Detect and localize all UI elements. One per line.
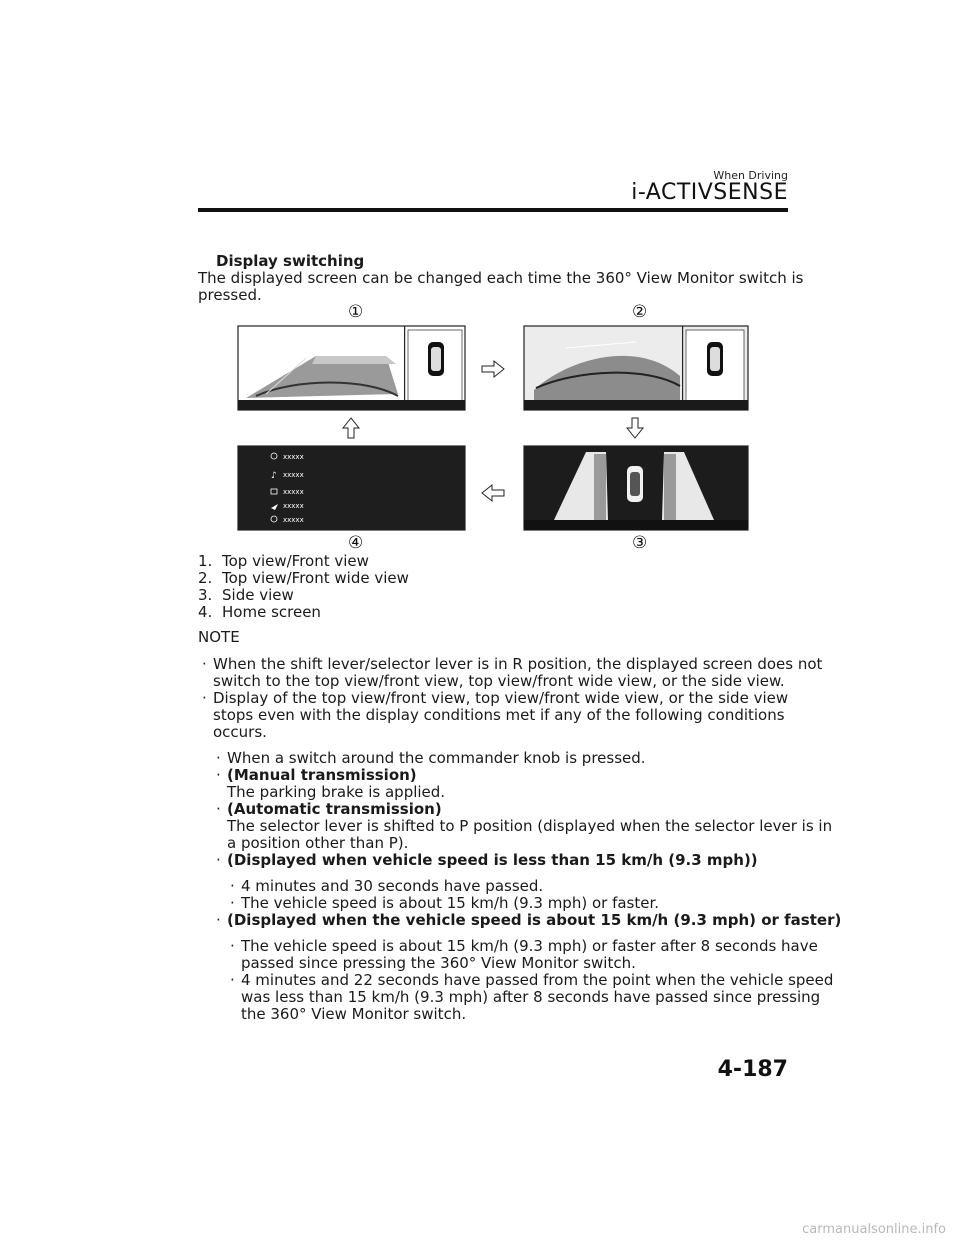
menu-item-3: xxxxx bbox=[283, 488, 304, 496]
arrow-down-icon bbox=[627, 418, 643, 438]
note-title: NOTE bbox=[198, 628, 240, 646]
condition-item: · (Displayed when the vehicle speed is about 15 km/h (9.3 mph) or faster) bbox=[216, 911, 842, 929]
marker-2: ② bbox=[632, 302, 648, 322]
intro-line-1: The displayed screen can be changed each time the 360° View Monitor switch is bbox=[198, 269, 804, 287]
intro-line-2: pressed. bbox=[198, 286, 262, 304]
note-bullet: · When the shift lever/selector lever is in R position, the displayed screen does not switch to the top view/front view, top view/front wide view, or the side view. bbox=[202, 655, 823, 690]
marker-1: ① bbox=[348, 302, 364, 322]
arrow-right-icon bbox=[482, 361, 504, 377]
condition-item: · When a switch around the commander knob is pressed. bbox=[216, 749, 646, 767]
watermark: carmanualsonline.info bbox=[802, 1222, 946, 1237]
sub-condition-item: · The vehicle speed is about 15 km/h (9.3 mph) or faster after 8 seconds have passed since pressing the 360° View Monitor switch. bbox=[230, 937, 818, 972]
chapter-title: i-ACTIVSENSE bbox=[631, 180, 788, 205]
arrow-up-icon bbox=[343, 418, 359, 438]
marker-3: ③ bbox=[632, 533, 648, 552]
condition-item: · (Manual transmission) The parking brake is applied. bbox=[216, 766, 446, 801]
screen-top-front-view bbox=[238, 326, 465, 410]
display-switching-figure bbox=[236, 298, 752, 552]
sub-condition-item: · 4 minutes and 30 seconds have passed. bbox=[230, 877, 544, 895]
page-number: 4-187 bbox=[717, 1057, 788, 1082]
condition-item: · (Displayed when vehicle speed is less than 15 km/h (9.3 mph)) bbox=[216, 851, 758, 869]
menu-item-1: xxxxx bbox=[283, 453, 304, 461]
section-heading: Display switching bbox=[216, 252, 365, 270]
menu-item-4: xxxxx bbox=[283, 502, 304, 510]
screen-top-front-wide-view bbox=[524, 326, 748, 410]
screen-side-view bbox=[524, 446, 748, 530]
sub-condition-item: · The vehicle speed is about 15 km/h (9.3 mph) or faster. bbox=[230, 894, 660, 912]
note-bullet: · Display of the top view/front view, top view/front wide view, or the side view stops even with the display conditions met if any of the following conditions occurs. bbox=[202, 689, 789, 741]
header-rule bbox=[198, 208, 788, 212]
marker-4: ④ bbox=[348, 533, 364, 552]
menu-item-5: xxxxx bbox=[283, 516, 304, 524]
menu-item-2: xxxxx bbox=[283, 471, 304, 479]
music-icon: ♪ bbox=[271, 471, 277, 481]
arrow-left-icon bbox=[482, 485, 504, 501]
sub-condition-item: · 4 minutes and 22 seconds have passed from the point when the vehicle speed was less than 15 km/h (9.3 mph) after 8 seconds have passed since pressing the 360° View Monitor switch. bbox=[230, 971, 834, 1023]
section-label: When Driving bbox=[713, 169, 788, 182]
condition-item: · (Automatic transmission) The selector lever is shifted to P position (displayed when the selector lever is in a position other than P). bbox=[216, 800, 833, 852]
